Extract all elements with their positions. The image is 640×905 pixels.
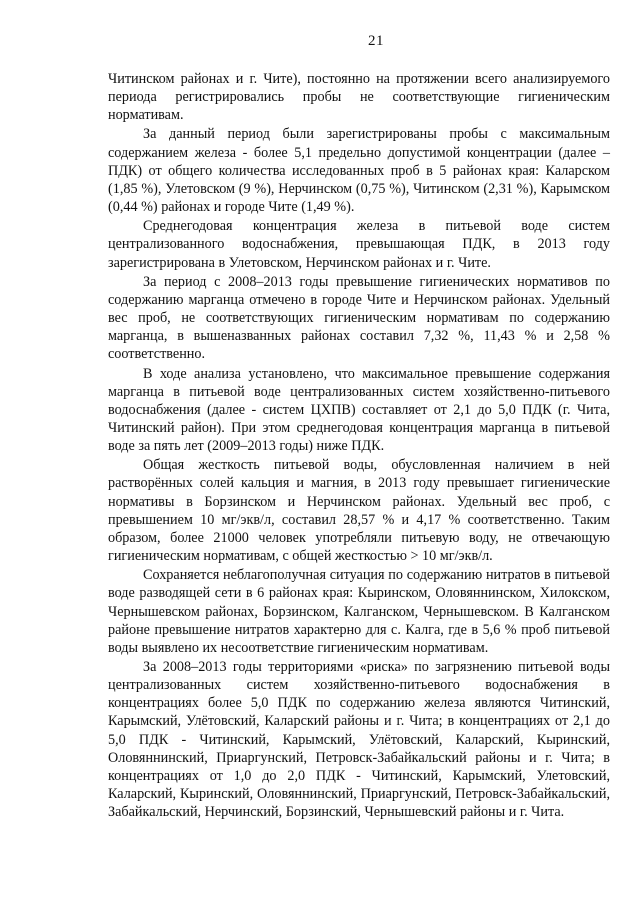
- page-number: 21: [368, 33, 384, 49]
- paragraph-manganese-analysis: В ходе анализа установлено, что максимальное превышение содержания марганца в питьевой воде централизованных систем хозяйственно-питьевого водоснабжения (далее - систем ЦХПВ) составляет от 2,1 до 5,0 ПДК (г. Чита, Читинский район). При этом среднегодовая концентрация марганца в питьевой воде за пять лет (2009–2013 годы) ниже ПДК.: [108, 365, 610, 455]
- paragraph-iron-max-samples: За данный период были зарегистрированы пробы с максимальным содержанием железа - более 5,1 предельно допустимой концентрации (далее – ПДК) от общего количества исследованных проб в 5 районах края: Каларском (1,85 %), Улетовском (9 %), Нерчинском (0,75 %), Читинском (2,31 %), Карымском (0,44 %) районах и городе Чите (1,49 %).: [108, 126, 610, 216]
- paragraph-continuation: Читинском районах и г. Чите), постоянно на протяжении всего анализируемого периода регистрировались пробы не соответствующие гигиеническим нормативам.: [108, 71, 610, 124]
- paragraph-iron-annual-average: Среднегодовая концентрация железа в питьевой воде систем централизованного водоснабжения, превышающая ПДК, в 2013 году зарегистрирована в Улетовском, Нерчинском районах и г. Чите.: [108, 218, 610, 271]
- paragraph-risk-territories: За 2008–2013 годы территориями «риска» по загрязнению питьевой воды централизованных систем хозяйственно-питьевого водоснабжения в концентрациях более 5,0 ПДК по содержанию железа являются Читинский, Карымский, Улётовский, Каларский районы и г. Чита; в концентрациях от 2,1 до 5,0 ПДК - Читинский, Карымский, Улётовский, Каларский, Кыринский, Оловяннинский, Приаргунский, Петровск-Забайкальский районы и г. Чита; в концентрациях от 1,0 до 2,0 ПДК - Читинский, Карымский, Улетовский, Каларский, Кыринский, Оловяннинский, Приаргунский, Петровск-Забайкальский, Забайкальский, Нерчинский, Борзинский, Чернышевский районы и г. Чита.: [108, 659, 610, 821]
- paragraph-nitrates: Сохраняется неблагополучная ситуация по содержанию нитратов в питьевой воде разводящей сети в 6 районах края: Кыринском, Оловяннинском, Хилокском, Чернышевском районах, Борзинском, Калганском, Чернышевском. В Калганском районе превышение нитратов характерно для с. Калга, где в 5,6 % проб питьевой воды выявлено их несоответствие гигиеническим нормативам.: [108, 567, 610, 656]
- paragraph-manganese-exceedance: За период с 2008–2013 годы превышение гигиенических нормативов по содержанию марганца отмечено в городе Чите и Нерчинском районах. Удельный вес проб, не соответствующих гигиеническим нормативам по содержанию марганца, в вышеназванных районах составил 7,32 %, 11,43 % и 2,58 % соответственно.: [108, 273, 610, 363]
- paragraph-water-hardness: Общая жесткость питьевой воды, обусловленная наличием в ней растворённых солей кальция и магния, в 2013 году превышает гигиенические нормативы в Борзинском и Нерчинском районах. Удельный вес проб, с превышением 10 мг/экв/л, составил 28,57 % и 4,17 % соответственно. Таким образом, более 21000 человек употребляли питьевую воду, не отвечающую гигиеническим нормативам, с общей жесткостью > 10 мг/экв/л.: [108, 457, 610, 565]
